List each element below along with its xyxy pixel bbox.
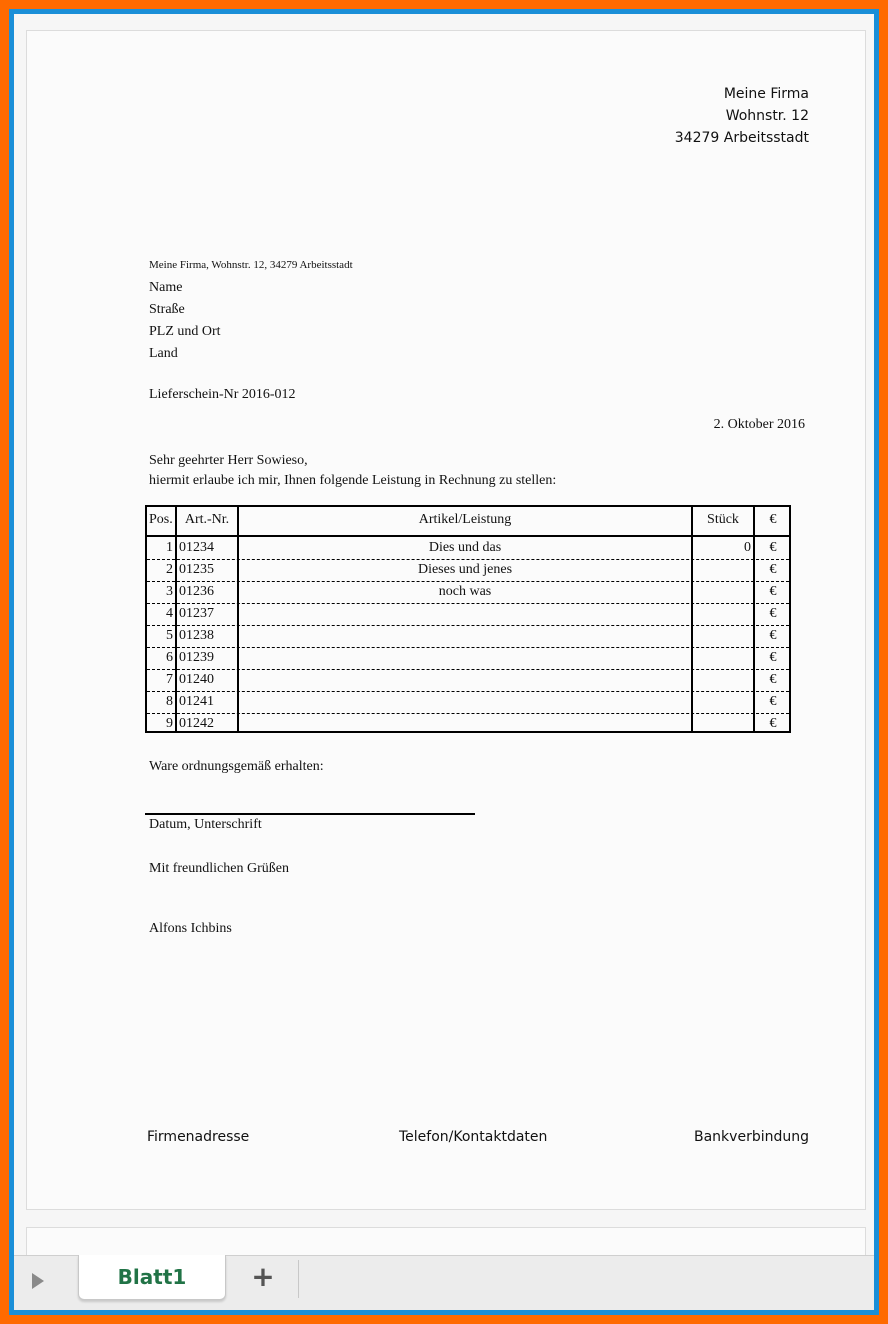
row-quantity — [693, 713, 751, 735]
row-euro: € — [769, 716, 777, 731]
row-article — [239, 603, 691, 625]
row-article: Dies und das — [428, 540, 502, 555]
spreadsheet-window — [14, 14, 874, 1310]
row-article: Dieses und jenes — [417, 562, 513, 577]
row-quantity — [693, 669, 751, 691]
row-article — [239, 691, 691, 713]
row-euro: € — [769, 672, 777, 687]
sender-company: Meine Firma — [723, 86, 809, 102]
header-pos: Pos. — [149, 512, 173, 527]
row-article-no: 01238 — [179, 628, 214, 643]
sheet-tab-blatt1[interactable]: Blatt1 — [78, 1255, 226, 1300]
table-row — [147, 691, 789, 714]
row-quantity — [693, 603, 751, 625]
row-article-no: 01240 — [179, 672, 214, 687]
row-article-no: 01237 — [179, 606, 214, 621]
header-article-no: Art.-Nr. — [184, 512, 230, 527]
recipient-street: Straße — [149, 302, 185, 317]
row-article — [239, 647, 691, 669]
table-row — [147, 669, 789, 692]
signature-line — [145, 813, 475, 815]
footer-bank: Bankverbindung — [694, 1129, 809, 1145]
row-euro: € — [769, 584, 777, 599]
sheet-tab-bar — [14, 1255, 874, 1310]
header-article: Artikel/Leistung — [418, 512, 512, 527]
recipient-name: Name — [149, 280, 183, 295]
return-address-line: Meine Firma, Wohnstr. 12, 34279 Arbeitsstadt — [149, 259, 353, 271]
closing-text: Mit freundlichen Grüßen — [149, 861, 289, 876]
recipient-city: PLZ und Ort — [149, 324, 221, 339]
row-pos: 9 — [166, 716, 173, 731]
sender-address-block — [675, 83, 809, 149]
sender-street: Wohnstr. 12 — [725, 108, 809, 124]
row-article — [239, 669, 691, 691]
row-pos: 1 — [166, 540, 173, 555]
table-row — [147, 713, 789, 735]
row-pos: 8 — [166, 694, 173, 709]
document-date: 2. Oktober 2016 — [713, 417, 805, 432]
row-article — [239, 625, 691, 647]
delivery-note-number: Lieferschein-Nr 2016-012 — [149, 387, 296, 402]
signature-caption: Datum, Unterschrift — [149, 817, 262, 832]
row-quantity — [693, 559, 751, 581]
table-row — [147, 603, 789, 626]
row-pos: 6 — [166, 650, 173, 665]
row-pos: 5 — [166, 628, 173, 643]
row-quantity: 0 — [744, 540, 751, 555]
row-pos: 3 — [166, 584, 173, 599]
footer-company-address: Firmenadresse — [147, 1129, 250, 1145]
row-euro: € — [769, 562, 777, 577]
add-sheet-button[interactable]: + — [251, 1260, 275, 1293]
recipient-country: Land — [149, 346, 178, 361]
row-pos: 2 — [166, 562, 173, 577]
row-article-no: 01234 — [179, 540, 214, 555]
receipt-text: Ware ordnungsgemäß erhalten: — [149, 759, 324, 774]
row-pos: 7 — [166, 672, 173, 687]
row-quantity — [693, 647, 751, 669]
row-pos: 4 — [166, 606, 173, 621]
table-row — [147, 581, 789, 604]
row-article: noch was — [438, 584, 492, 599]
header-euro: € — [769, 512, 777, 527]
row-article-no: 01242 — [179, 716, 214, 731]
scroll-tabs-icon[interactable] — [32, 1273, 44, 1289]
table-row — [147, 559, 789, 582]
row-article-no: 01241 — [179, 694, 214, 709]
row-quantity — [693, 581, 751, 603]
footer-contact: Telefon/Kontaktdaten — [399, 1129, 548, 1145]
print-page — [26, 30, 866, 1210]
table-row — [147, 625, 789, 648]
signer-name: Alfons Ichbins — [149, 921, 232, 936]
row-article — [239, 713, 691, 735]
row-article-no: 01235 — [179, 562, 214, 577]
row-euro: € — [769, 694, 777, 709]
row-euro: € — [769, 628, 777, 643]
row-quantity — [693, 625, 751, 647]
row-euro: € — [769, 650, 777, 665]
table-row — [147, 647, 789, 670]
row-article-no: 01239 — [179, 650, 214, 665]
row-quantity — [693, 691, 751, 713]
row-euro: € — [769, 606, 777, 621]
header-quantity: Stück — [707, 512, 739, 527]
row-article-no: 01236 — [179, 584, 214, 599]
items-table — [145, 505, 791, 733]
row-euro: € — [769, 540, 777, 555]
table-header — [147, 507, 789, 537]
salutation-line: Sehr geehrter Herr Sowieso, — [149, 453, 308, 468]
table-row — [147, 537, 789, 560]
sender-city: 34279 Arbeitsstadt — [674, 130, 809, 146]
tab-divider — [298, 1260, 299, 1298]
intro-line: hiermit erlaube ich mir, Ihnen folgende Leistung in Rechnung zu stellen: — [149, 473, 557, 488]
salutation-block — [149, 451, 556, 491]
